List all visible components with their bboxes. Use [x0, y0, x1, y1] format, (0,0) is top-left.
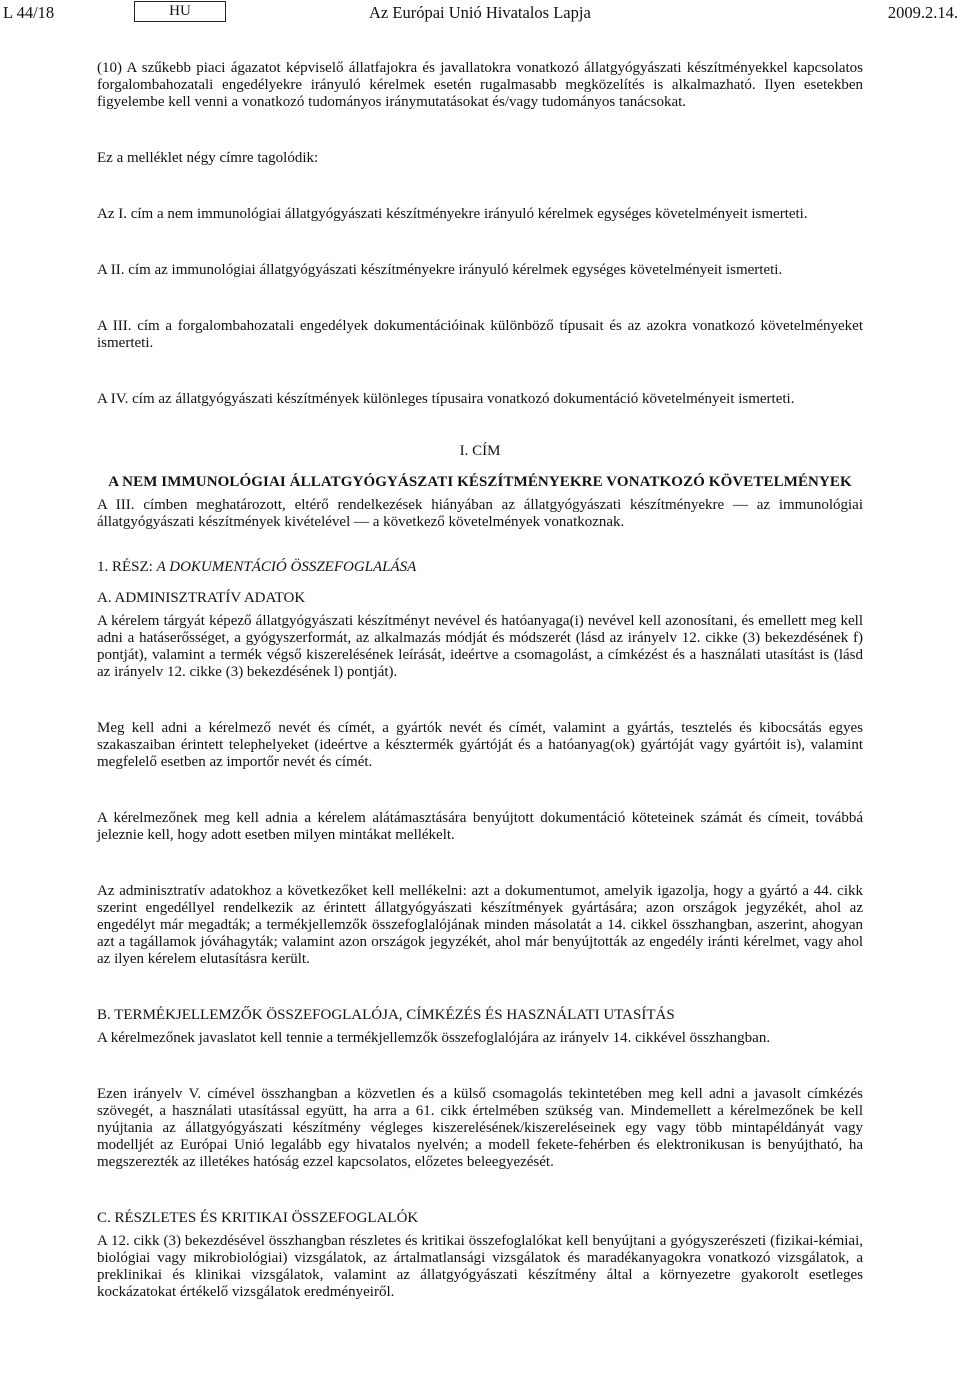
- section-c-paragraph: A 12. cikk (3) bekezdésével összhangban részletes és kritikai összefoglalókat kell benyújtani a gyógyszerészeti (fizikai-kémiai, biológiai vagy mikrobiológiai) vizsgálatok, az ártalmatlansági vizsgálatok és maradékanyagokra vonatkozó vizsgálatok, a preklinikai és klinikai vizsgálatok, valamint az állatgyógyászati készítmény által a környezetre gyakorolt esetleges kockázatokat értékelő vizsgálatok eredményeiről.: [97, 1233, 863, 1300]
- section-b-paragraph: A kérelmezőnek javaslatot kell tennie a termékjellemzők összefoglalójára az irányelv 14. cikkével összhangban.: [97, 1030, 771, 1046]
- title-i-label: I. CÍM: [459, 443, 501, 459]
- language-badge: HU: [134, 1, 226, 22]
- section-a-paragraph: Az adminisztratív adatokhoz a következőket kell mellékelni: azt a dokumentumot, amelyik igazolja, hogy a gyártó a 44. cikk szerint engedéllyel rendelkezik az érintett állatgyógyászati készítmények gyártására; azon országok jegyzékét, ahol az engedélyt már megadták; a termékjellemzők összefoglalójának minden másolatát a 14. cikkel összhangban, aszerint, ahogyan azt a tagállamok jóváhagyták; valamint azon országok jegyzékét, ahol már benyújtották az engedély iránti kérelmet, vagy ahol az ilyen kérelem elutasításra került.: [97, 883, 863, 967]
- document-body: [97, 60, 863, 1301]
- title-summary-1: Az I. cím a nem immunológiai állatgyógyászati készítményekre irányuló kérelmek egységes követelményeit ismerteti.: [97, 206, 808, 222]
- title-summary-2: A II. cím az immunológiai állatgyógyászati készítményekre irányuló kérelmek egységes követelményeit ismerteti.: [97, 262, 783, 278]
- title-i-intro: A III. címben meghatározott, eltérő rendelkezések hiányában az állatgyógyászati készítményekre — az immunológiai állatgyógyászati készítmények kivételével — a következő követelmények vonatkoznak.: [97, 497, 863, 530]
- page-reference: L 44/18: [3, 3, 55, 22]
- part-1-title: A DOKUMENTÁCIÓ ÖSSZEFOGLALÁSA: [156, 559, 417, 575]
- publication-date: 2009.2.14.: [887, 3, 958, 22]
- title-i-heading: A NEM IMMUNOLÓGIAI ÁLLATGYÓGYÁSZATI KÉSZÍTMÉNYEKRE VONATKOZÓ KÖVETELMÉNYEK: [108, 474, 852, 490]
- section-a-heading: A. ADMINISZTRATÍV ADATOK: [97, 590, 306, 606]
- section-c-heading: C. RÉSZLETES ÉS KRITIKAI ÖSSZEFOGLALÓK: [97, 1210, 419, 1226]
- part-1-prefix: 1. RÉSZ:: [97, 559, 157, 575]
- section-b-heading: B. TERMÉKJELLEMZŐK ÖSSZEFOGLALÓJA, CÍMKÉZÉS ÉS HASZNÁLATI UTASÍTÁS: [97, 1007, 675, 1023]
- section-a-paragraph: A kérelmezőnek meg kell adnia a kérelem alátámasztására benyújtott dokumentáció köteteinek számát és címeit, továbbá jeleznie kell, hogy adott esetben milyen mintákat mellékelt.: [97, 810, 863, 843]
- recital-10: (10) A szűkebb piaci ágazatot képviselő állatfajokra és javallatokra vonatkozó állatgyógyászati készítményekkel kapcsolatos forgalombahozatali engedélyekre irányuló kérelmek esetén rugalmasabb megközelítés is alkalmazható. Ilyen esetekben figyelembe kell venni a vonatkozó tudományos iránymutatásokat és/vagy tudományos tanácsokat.: [97, 60, 863, 110]
- title-summary-4: A IV. cím az állatgyógyászati készítmények különleges típusaira vonatkozó dokumentáció követelményeit ismerteti.: [97, 391, 795, 407]
- section-b-paragraph: Ezen irányelv V. címével összhangban a közvetlen és a külső csomagolás tekintetében meg kell adni a javasolt címkézés szövegét, a használati utasítással együtt, ha arra a 61. cikk értelmében szükség van. Mindemellett a kérelmezőnek be kell nyújtania az állatgyógyászati készítmény végleges kiszerelésének/kiszereléseinek egy vagy több mintapéldányát vagy modelljét az Európai Unió legalább egy hivatalos nyelvén; a modell fekete-fehérben és elektronikusan is benyújtható, ha megszerezték az illetékes hatóság ezzel kapcsolatos, előzetes beleegyezését.: [97, 1086, 863, 1170]
- section-a-paragraph: Meg kell adni a kérelmező nevét és címét, a gyártók nevét és címét, valamint a gyártás, tesztelés és kibocsátás egyes szakaszaiban érintett telephelyeket (ideértve a késztermék gyártóját és a hatóanyag(ok) gyártóját vagy gyártóit is), valamint megfelelő esetben az importőr nevét és címét.: [97, 720, 863, 770]
- title-summary-3: A III. cím a forgalombahozatali engedélyek dokumentációinak különböző típusait és az azokra vonatkozó követelményeket ismerteti.: [97, 318, 863, 351]
- annex-intro: Ez a melléklet négy címre tagolódik:: [97, 150, 319, 166]
- page-header: [0, 3, 960, 25]
- journal-title: Az Európai Unió Hivatalos Lapja: [369, 3, 591, 22]
- part-1-heading: [97, 559, 863, 576]
- section-a-paragraph: A kérelem tárgyát képező állatgyógyászati készítményt nevével és hatóanyaga(i) nevével kell azonosítani, és emellett meg kell adni a hatáserősséget, a gyógyszerformát, az alkalmazás módját és módszerét (lásd az irányelv 12. cikke (3) bekezdésének f) pontját), valamint a termék végső kiszerelésének leírását, ideértve a csomagolást, a címkézést és a használati utasítást is (lásd az irányelv 12. cikke (3) bekezdésének l) pontját).: [97, 613, 863, 680]
